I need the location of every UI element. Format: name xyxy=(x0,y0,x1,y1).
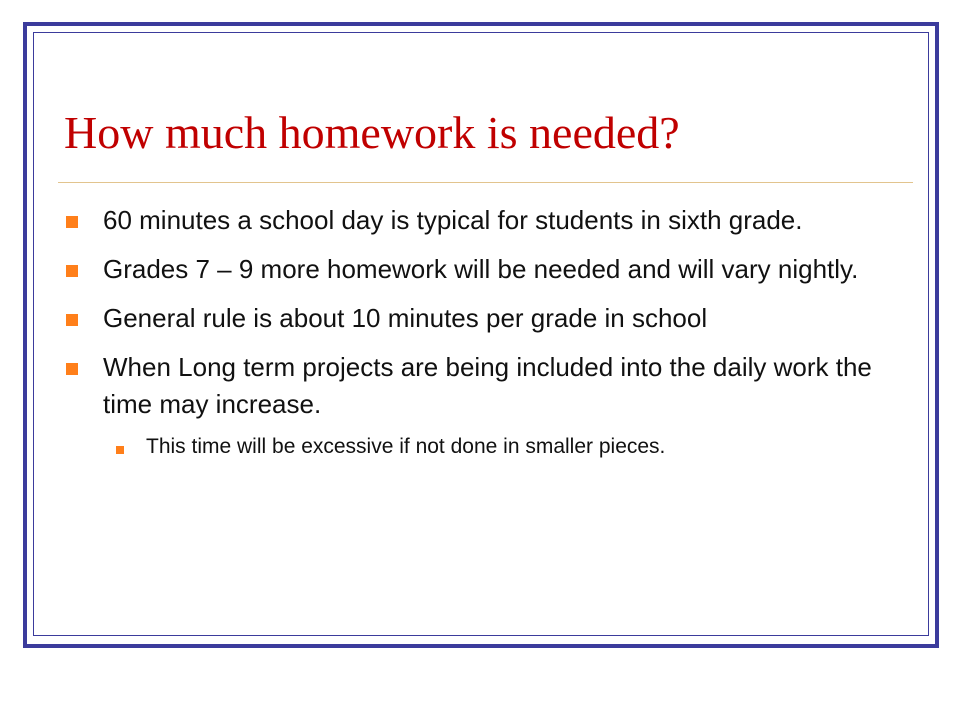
bullet-item xyxy=(66,202,886,239)
square-sub-bullet-icon xyxy=(116,446,124,454)
square-bullet-icon xyxy=(66,363,78,375)
sub-bullet-item xyxy=(116,433,886,461)
sub-bullet-text: This time will be excessive if not done in smaller pieces. xyxy=(146,435,666,458)
title-divider xyxy=(58,182,913,183)
bullet-item xyxy=(66,300,886,337)
bullet-text: General rule is about 10 minutes per grade in school xyxy=(103,303,708,333)
square-bullet-icon xyxy=(66,216,78,228)
square-bullet-icon xyxy=(66,314,78,326)
sub-bullet-list xyxy=(103,433,886,461)
slide-title: How much homework is needed? xyxy=(64,107,680,158)
bullet-text: When Long term projects are being included into the daily work the time may increase. xyxy=(103,352,872,419)
bullet-list xyxy=(66,202,886,473)
bullet-text: Grades 7 – 9 more homework will be needed and will vary nightly. xyxy=(103,254,859,284)
bullet-item xyxy=(66,251,886,288)
bullet-item xyxy=(66,349,886,461)
bullet-text: 60 minutes a school day is typical for students in sixth grade. xyxy=(103,205,803,235)
square-bullet-icon xyxy=(66,265,78,277)
